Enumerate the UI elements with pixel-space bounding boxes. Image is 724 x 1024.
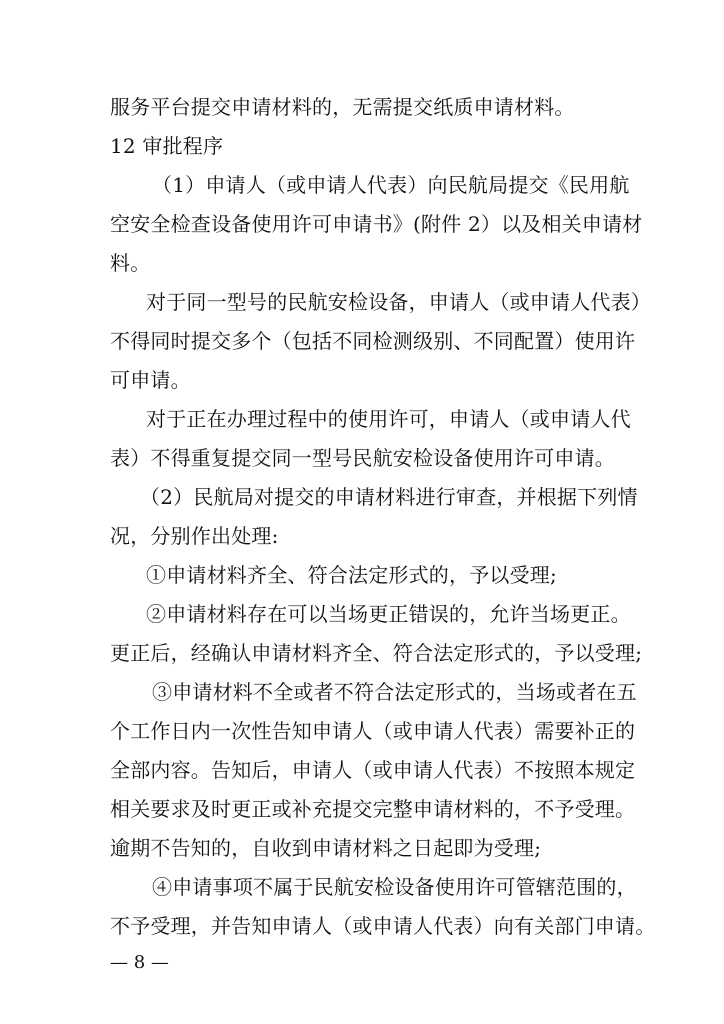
- text-line: ④申请事项不属于民航安检设备使用许可管辖范围的，: [152, 875, 637, 899]
- text-line: 料。: [110, 251, 151, 275]
- text-line: 对于正在办理过程中的使用许可，申请人（或申请人代: [146, 407, 631, 431]
- text-line: 不得同时提交多个（包括不同检测级别、不同配置）使用许: [110, 329, 636, 353]
- text-line: ③申请材料不全或者不符合法定形式的，当场或者在五: [152, 680, 637, 704]
- text-line: ①申请材料齐全、符合法定形式的，予以受理;: [146, 563, 557, 587]
- text-line: 更正后，经确认申请材料齐全、符合法定形式的，予以受理;: [110, 641, 643, 665]
- text-line: 况，分别作出处理:: [110, 524, 279, 548]
- document-body: [110, 88, 656, 946]
- page-number: — 8 —: [110, 952, 169, 973]
- text-line: 对于同一型号的民航安检设备，申请人（或申请人代表）: [146, 290, 651, 314]
- text-line: （1）申请人（或申请人代表）向民航局提交《民用航: [152, 173, 630, 197]
- text-line: 空安全检查设备使用许可申请书》(附件 2）以及相关申请材: [110, 212, 643, 236]
- text-line: 可申请。: [110, 368, 191, 392]
- text-line: （2）民航局对提交的申请材料进行审查，并根据下列情: [140, 485, 638, 509]
- text-line: 服务平台提交申请材料的，无需提交纸质申请材料。: [110, 95, 575, 119]
- section-heading: 12 审批程序: [110, 134, 224, 158]
- text-line: 不予受理，并告知申请人（或申请人代表）向有关部门申请。: [110, 914, 656, 938]
- text-line: ②申请材料存在可以当场更正错误的，允许当场更正。: [146, 602, 631, 626]
- text-line: 逾期不告知的，自收到申请材料之日起即为受理;: [110, 836, 542, 860]
- text-line: 个工作日内一次性告知申请人（或申请人代表）需要补正的: [110, 719, 636, 743]
- text-line: 表）不得重复提交同一型号民航安检设备使用许可申请。: [110, 446, 615, 470]
- text-line: 相关要求及时更正或补充提交完整申请材料的，不予受理。: [110, 797, 636, 821]
- text-line: 全部内容。告知后，申请人（或申请人代表）不按照本规定: [110, 758, 636, 782]
